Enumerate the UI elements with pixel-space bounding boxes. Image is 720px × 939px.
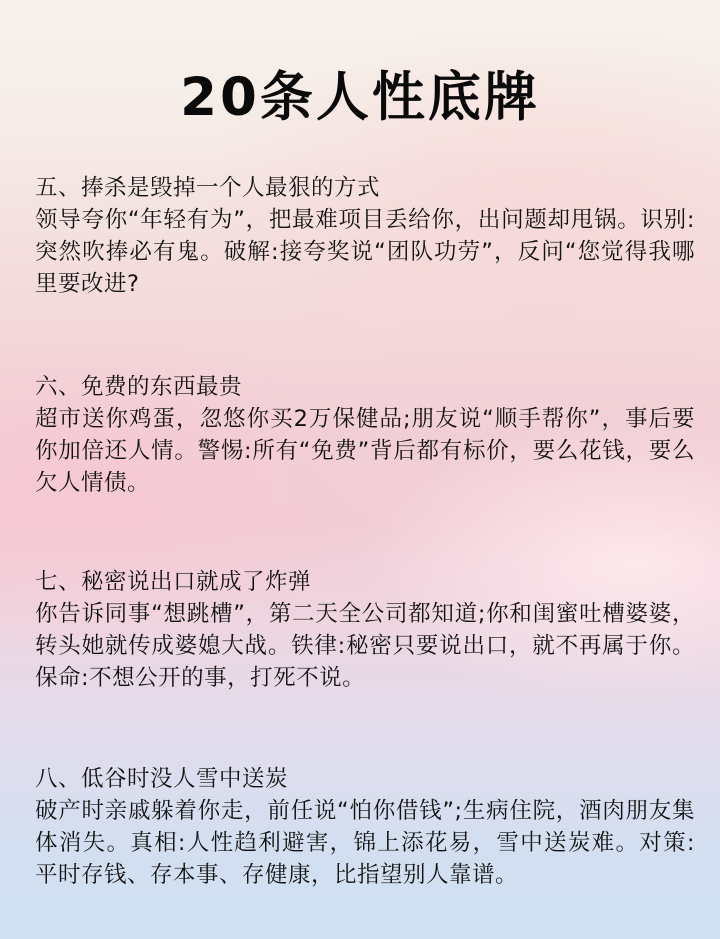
section-heading: 七、秘密说出口就成了炸弹 xyxy=(35,569,312,595)
section-5 xyxy=(35,172,695,300)
section-8 xyxy=(35,763,695,891)
section-6 xyxy=(35,371,695,499)
section-body: 破产时亲戚躲着你走，前任说“怕你借钱”;生病住院，酒肉朋友集体消失。真相:人性趋利避害，锦上添花易，雪中送炭难。对策:平时存钱、存本事、存健康，比指望别人靠谱。 xyxy=(35,798,695,888)
section-body: 领导夸你“年轻有为”，把最难项目丢给你，出问题却甩锅。识别:突然吹捧必有鬼。破解:接夸奖说“团队功劳”，反问“您觉得我哪里要改进? xyxy=(35,207,695,297)
page-title: 20条人性底牌 xyxy=(180,67,540,128)
section-body: 超市送你鸡蛋，忽悠你买2万保健品;朋友说“顺手帮你”，事后要你加倍还人情。警惕:所有“免费”背后都有标价，要么花钱，要么欠人情债。 xyxy=(35,406,695,496)
section-heading: 五、捧杀是毁掉一个人最狠的方式 xyxy=(35,175,381,201)
section-7 xyxy=(35,566,695,694)
section-heading: 六、免费的东西最贵 xyxy=(35,374,243,400)
section-body: 你告诉同事“想跳槽”，第二天全公司都知道;你和闺蜜吐槽婆婆，转头她就传成婆媳大战。铁律:秘密只要说出口，就不再属于你。保命:不想公开的事，打死不说。 xyxy=(35,601,695,691)
section-heading: 八、低谷时没人雪中送炭 xyxy=(35,766,289,792)
